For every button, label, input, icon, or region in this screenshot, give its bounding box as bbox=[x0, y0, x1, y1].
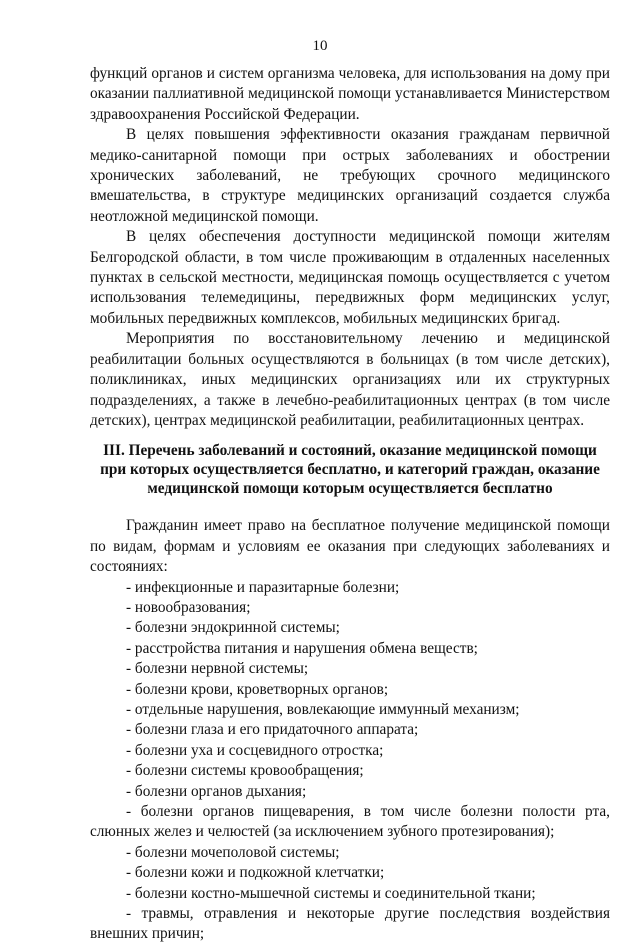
list-item: - отдельные нарушения, вовлекающие иммунный механизм; bbox=[126, 700, 520, 718]
section-heading: III. Перечень заболеваний и состояний, оказание медицинской помощи при которых осуществляется бесплатно, и категорий граждан, оказание медицинской помощи которым осуществляется бесплатно bbox=[100, 442, 600, 498]
list-item: - инфекционные и паразитарные болезни; bbox=[126, 578, 400, 596]
list-item: - расстройства питания и нарушения обмена веществ; bbox=[126, 639, 478, 657]
list-item: - болезни нервной системы; bbox=[126, 660, 309, 678]
list-item: - болезни мочеполовой системы; bbox=[126, 843, 340, 861]
list-item: - болезни органов пищеварения, в том числе болезни полости рта, слюнных желез и челюстей (за исключением зубного протезирования); bbox=[90, 803, 610, 841]
paragraph-intro: Гражданин имеет право на бесплатное получение медицинской помощи по видам, формам и условиям ее оказания при следующих заболеваниях и состояниях: bbox=[90, 517, 610, 576]
list-item: - болезни уха и сосцевидного отростка; bbox=[126, 741, 384, 759]
list-item: - болезни кожи и подкожной клетчатки; bbox=[126, 864, 385, 882]
paragraph-continuation: функций органов и систем организма человека, для использования на дому при оказании паллиативной медицинской помощи устанавливается Министерством здравоохранения Российской Федерации. bbox=[90, 65, 610, 123]
list-item: - болезни крови, кроветворных органов; bbox=[126, 680, 389, 698]
list-item: - новообразования; bbox=[126, 598, 251, 616]
spacer bbox=[90, 498, 610, 516]
list-item: - болезни костно-мышечной системы и соединительной ткани; bbox=[126, 884, 536, 902]
page-number: 10 bbox=[312, 38, 328, 54]
list-item: - травмы, отравления и некоторые другие последствия воздействия внешних причин; bbox=[90, 905, 610, 943]
paragraph-rehabilitation: Мероприятия по восстановительному лечению и медицинской реабилитации больных осуществляются в больницах (в том числе детских), поликлиниках, иных медицинских организациях или их структурных подразделениях, а также в лечебно-реабилитационных центрах (в том числе детских), центрах медицинской реабилитации, реабилитационных центрах. bbox=[90, 330, 610, 429]
document-body bbox=[90, 64, 610, 945]
paragraph-telemedicine: В целях обеспечения доступности медицинской помощи жителям Белгородской области, в том числе проживающим в отдаленных населенных пунктах в сельской местности, медицинская помощь осуществляется с учетом использования телемедицины, передвижных форм медицинских услуг, мобильных передвижных комплексов, мобильных медицинских бригад. bbox=[90, 228, 610, 327]
list-item: - болезни органов дыхания; bbox=[126, 782, 307, 800]
list-item: - болезни эндокринной системы; bbox=[126, 619, 340, 637]
list-item: - болезни системы кровообращения; bbox=[126, 762, 364, 780]
paragraph-urgent-care: В целях повышения эффективности оказания гражданам первичной медико-санитарной помощи при острых заболеваниях и обострении хронических заболеваний, не требующих срочного медицинского вмешательства, в структуре медицинских организаций создается служба неотложной медицинской помощи. bbox=[90, 126, 610, 225]
conditions-list bbox=[90, 578, 610, 945]
list-item: - болезни глаза и его придаточного аппарата; bbox=[126, 721, 419, 739]
